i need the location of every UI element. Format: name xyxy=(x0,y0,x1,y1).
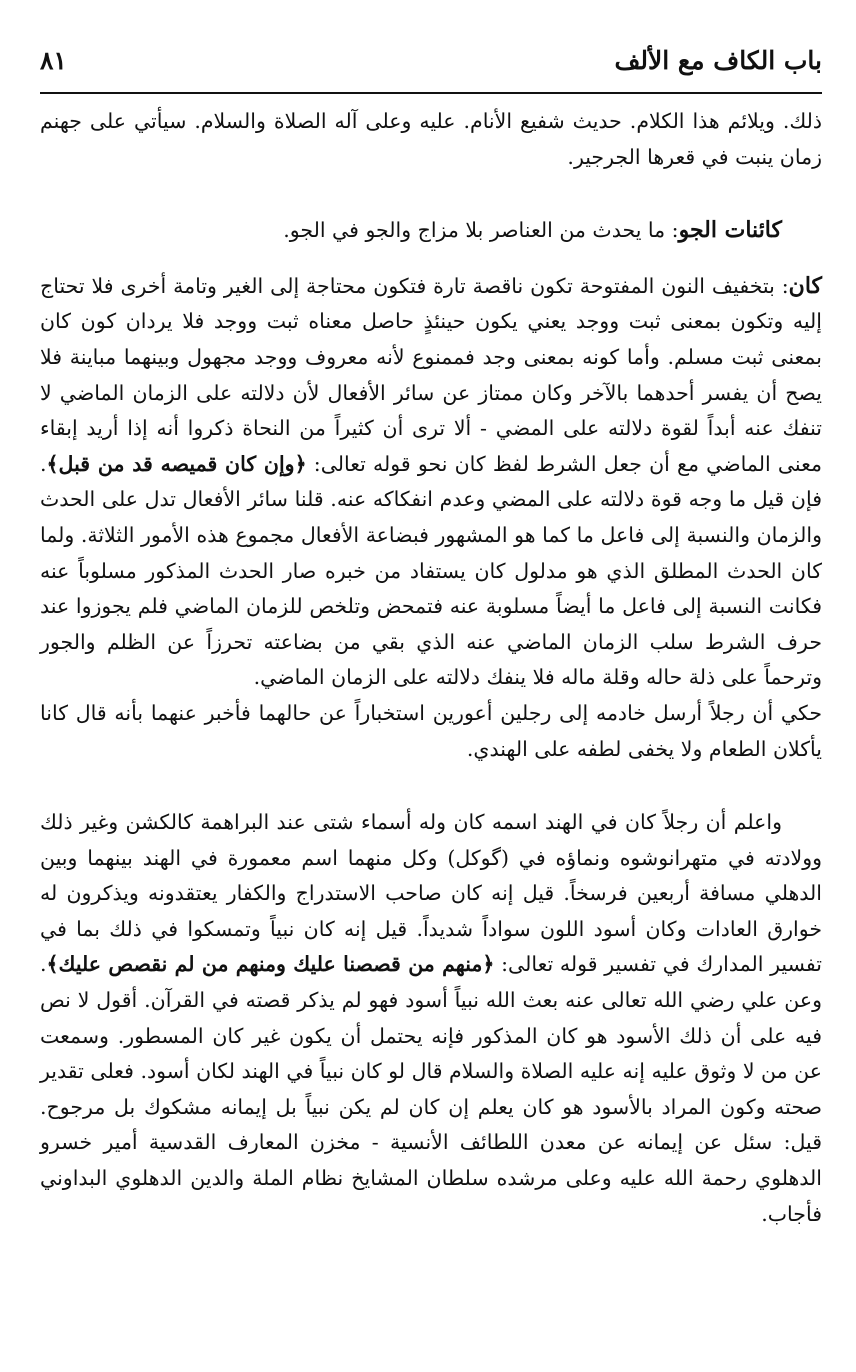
spacer xyxy=(40,249,822,269)
chapter-title: باب الكاف مع الألف xyxy=(614,46,822,75)
quran-quote: ﴿منهم من قصصنا عليك ومنهم من لم نقصص عليك﴾ xyxy=(46,952,495,977)
document-page xyxy=(40,0,822,1372)
quran-quote: ﴿وإن كان قميصه قد من قبل﴾ xyxy=(46,451,307,476)
spacer xyxy=(40,175,822,213)
entry-kan xyxy=(40,269,822,696)
spacer xyxy=(40,767,822,805)
entry-definition: : ما يحدث من العناصر بلا مزاج والجو في الجو. xyxy=(283,218,679,243)
entry-term: كائنات الجو xyxy=(678,217,782,244)
header-rule xyxy=(40,92,822,94)
paragraph-india xyxy=(40,805,822,1232)
paragraph-text: . وعن علي رضي الله تعالى عنه بعث الله نبياً أسود فهو لم يذكر قصته في القرآن. أقول لا نص فيه على أن ذلك الأسود هو كان المذكور فإنه يحتمل أن يكون غير كان المسطور. وسمعت عن من لا وثوق عليه إنه عليه الصلاة والسلام قال لو كان نبياً في الهند لكان أسود. فعلى تقدير صحته وكون المراد بالأسود هو كان يعلم إن كان لم يكن نبياً بل إيمانه مشكوك بل مرجوح. قيل: سئل عن إيمانه عن معدن اللطائف الأنسية - مخزن المعارف القدسية أمير خسرو الدهلوي رحمة الله عليه وعلى مرشده سلطان المشايخ نظام الملة والدين الدهلوي البداوني فأجاب. xyxy=(40,952,822,1226)
page-header xyxy=(40,40,822,90)
paragraph-text: واعلم أن رجلاً كان في الهند اسمه كان وله أسماء شتى عند البراهمة كالكشن وغير ذلك وولادته في متهرانوشوه ونماؤه في (گوكل) وكل منهما اسم معمورة في الهند بينهما وبين الدهلي مسافة أربعين فرسخاً. قيل إنه كان صاحب الاستدراج والكفار يعتقدونه ويذكرون له خوارق العادات وكان أسود اللون سواداً شديداً. قيل إنه كان نبياً وتمسكوا في ذلك بما في تفسير المدارك في تفسير قوله تعالى: xyxy=(40,810,822,977)
page-number: ٨١ xyxy=(40,46,67,75)
entry-term: كان xyxy=(788,272,822,299)
paragraph-continuation: ذلك. ويلائم هذا الكلام. حديث شفيع الأنام. عليه وعلى آله الصلاة والسلام. سيأتي على جهنم زمان ينبت في قعرها الجرجير. xyxy=(40,109,822,169)
entry-kan-story: حكي أن رجلاً أرسل خادمه إلى رجلين أعورين استخباراً عن حالهما فأخبر عنهما بأنه قال كانا يأكلان الطعام ولا يخفى لطفه على الهندي. xyxy=(40,700,822,761)
entry-text: : بتخفيف النون المفتوحة تكون ناقصة تارة فتكون محتاجة إلى الغير وتامة أخرى فلا تحتاج إليه وتكون بمعنى ثبت ووجد يعني يكون حينئذٍ حاصل معناه ثبت ووجد فلا يردان كون كان بمعنى ثبت مسلم. وأما كونه بمعنى وجد فممنوع لأنه معروف ووجد مجهول وبينهما مباينة فلا يصح أن يفسر أحدهما بالآخر وكان ممتاز عن سائر الأفعال لأن دلالته على الزمان الماضي لا تنفك عنه أبداً لقوة دلالته على المضي - ألا ترى أن كثيراً من النحاة ذكروا أنه إذا أريد إبقاء معنى الماضي مع أن جعل الشرط لفظ كان نحو قوله تعالى: xyxy=(40,273,822,476)
page-body xyxy=(40,104,822,1232)
entry-text: . فإن قيل ما وجه قوة دلالته على المضي وعدم انفكاكه عنه. قلنا سائر الأفعال تدل على الحدث والزمان والنسبة إلى فاعل ما كما هو المشهور فبضاعة الأفعال مجموع هذه الأمور الثلاثة. ولما كان الحدث المطلق الذي هو مدلول كان يستفاد من خبره صار الحدث المذكور مسلوباً عنه فكانت النسبة إلى فاعل ما أيضاً مسلوبة عنه فتمحض وتلخص للزمان الماضي فلم يجوزوا عند حرف الشرط سلب الزمان الماضي عنه الذي بقي من بضاعته تحرزاً عن الظلم والجور وترحماً على ذلة حاله وقلة ماله فلا ينفك دلالته على الزمان الماضي. xyxy=(40,451,822,690)
entry-kainat-al-jaw xyxy=(40,213,822,249)
